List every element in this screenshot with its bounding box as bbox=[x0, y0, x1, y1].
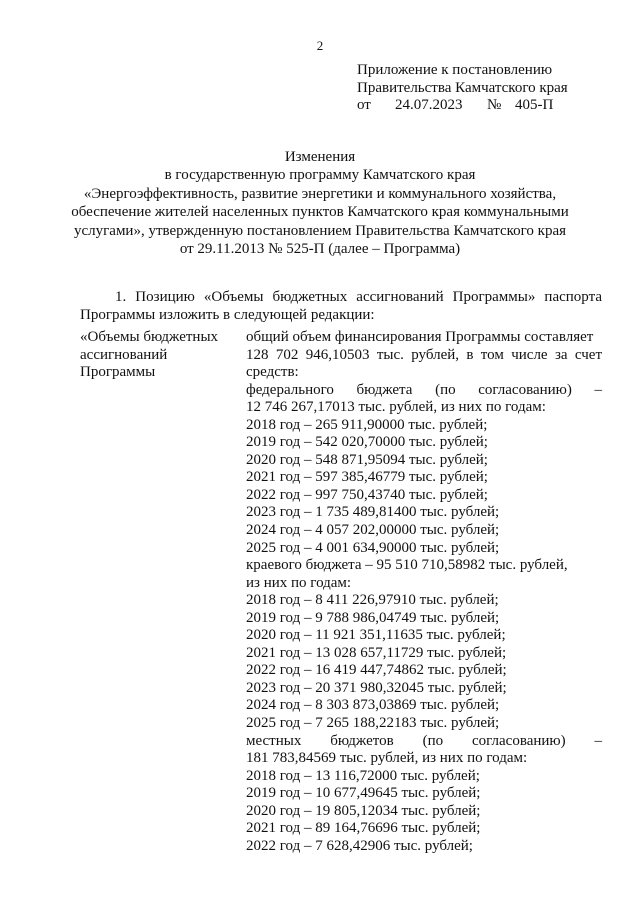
budget-line: 181 783,84569 тыс. рублей, из них по годам: bbox=[246, 750, 528, 767]
budget-line: 2018 год – 265 911,90000 тыс. рублей; bbox=[246, 416, 488, 433]
budget-line: 2024 год – 4 057 202,00000 тыс. рублей; bbox=[246, 522, 500, 539]
budget-line: 2019 год – 9 788 986,04749 тыс. рублей; bbox=[246, 609, 500, 626]
budget-line: 2018 год – 8 411 226,97910 тыс. рублей; bbox=[246, 592, 499, 609]
appendix-line-2: Правительства Камчатского края bbox=[357, 79, 568, 96]
budget-line: 12 746 267,17013 тыс. рублей, из них по годам: bbox=[246, 399, 546, 416]
budget-line: 2024 год – 8 303 873,03869 тыс. рублей; bbox=[246, 697, 500, 714]
paragraph-line-1: 1. Позицию «Объемы бюджетных ассигнований Программы» паспорта bbox=[115, 289, 602, 305]
budget-line: 128 702 946,10503 тыс. рублей, в том числе за счет bbox=[246, 346, 602, 363]
left-cell-line: Программы bbox=[80, 364, 156, 381]
budget-line: 2023 год – 1 735 489,81400 тыс. рублей; bbox=[246, 504, 500, 521]
appendix-number-sign: № bbox=[487, 97, 502, 113]
budget-line: общий объем финансирования Программы составляет bbox=[246, 329, 594, 345]
heading-line: в государственную программу Камчатского края bbox=[164, 167, 476, 184]
document-heading bbox=[60, 148, 580, 258]
table-right-cell bbox=[246, 329, 602, 855]
appendix-date: 24.07.2023 bbox=[395, 97, 463, 113]
table-left-cell bbox=[80, 329, 230, 382]
budget-line: 2018 год – 13 116,72000 тыс. рублей; bbox=[246, 767, 480, 784]
instruction-paragraph bbox=[80, 288, 602, 324]
budget-line: местных бюджетов (по согласованию) – bbox=[246, 732, 602, 749]
budget-line: федерального бюджета (по согласованию) – bbox=[246, 381, 602, 398]
appendix-from-label: от bbox=[357, 97, 371, 113]
budget-line: 2020 год – 11 921 351,11635 тыс. рублей; bbox=[246, 627, 506, 644]
budget-line: 2020 год – 19 805,12034 тыс. рублей; bbox=[246, 802, 481, 819]
budget-line: из них по годам: bbox=[246, 574, 352, 591]
budget-line: 2023 год – 20 371 980,32045 тыс. рублей; bbox=[246, 679, 507, 696]
budget-line: 2022 год – 16 419 447,74862 тыс. рублей; bbox=[246, 662, 507, 679]
left-cell-line: ассигнований bbox=[80, 346, 168, 363]
heading-line: обеспечение жителей населенных пунктов Камчатского края коммунальными bbox=[71, 204, 569, 221]
heading-line: услугами», утвержденную постановлением Правительства Камчатского края bbox=[73, 222, 567, 239]
appendix-header bbox=[357, 62, 568, 115]
heading-line: от 29.11.2013 № 525-П (далее – Программа) bbox=[179, 241, 461, 258]
budget-line: 2022 год – 997 750,43740 тыс. рублей; bbox=[246, 486, 488, 503]
budget-line: 2019 год – 542 020,70000 тыс. рублей; bbox=[246, 434, 488, 451]
budget-line: 2019 год – 10 677,49645 тыс. рублей; bbox=[246, 785, 481, 802]
budget-line: 2021 год – 89 164,76696 тыс. рублей; bbox=[246, 820, 481, 837]
paragraph-line-2: Программы изложить в следующей редакции: bbox=[80, 307, 375, 323]
appendix-number: 405-П bbox=[515, 97, 554, 113]
appendix-line-1: Приложение к постановлению bbox=[357, 62, 553, 78]
left-cell-line: «Объемы бюджетных bbox=[80, 329, 219, 345]
budget-line: средств: bbox=[246, 364, 299, 381]
appendix-date-row bbox=[357, 97, 568, 115]
heading-title: Изменения bbox=[284, 149, 356, 165]
budget-line: краевого бюджета – 95 510 710,58982 тыс. рублей, bbox=[246, 557, 568, 574]
budget-line: 2020 год – 548 871,95094 тыс. рублей; bbox=[246, 451, 488, 468]
page-number: 2 bbox=[316, 38, 324, 53]
budget-line: 2022 год – 7 628,42906 тыс. рублей; bbox=[246, 837, 473, 854]
heading-line: «Энергоэффективность, развитие энергетики и коммунального хозяйства, bbox=[83, 185, 557, 202]
budget-line: 2025 год – 7 265 188,22183 тыс. рублей; bbox=[246, 715, 500, 732]
budget-line: 2021 год – 13 028 657,11729 тыс. рублей; bbox=[246, 644, 507, 661]
budget-line: 2021 год – 597 385,46779 тыс. рублей; bbox=[246, 469, 488, 486]
budget-line: 2025 год – 4 001 634,90000 тыс. рублей; bbox=[246, 539, 500, 556]
